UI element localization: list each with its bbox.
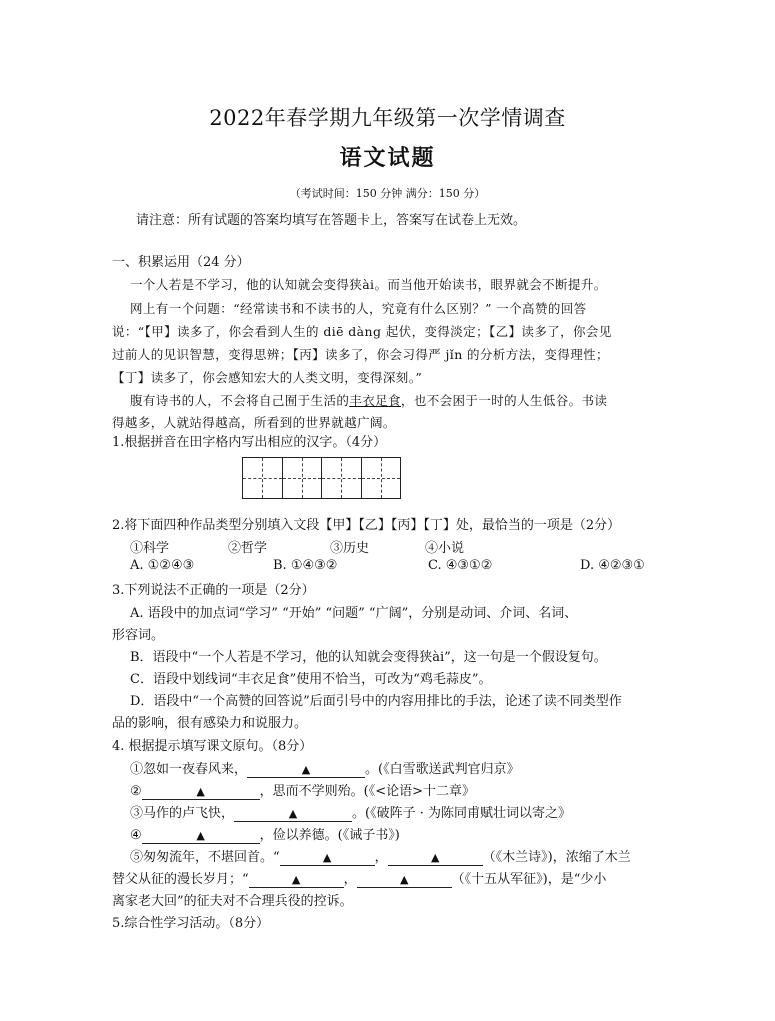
q4-line-5 [130, 846, 631, 866]
q4-line-1 [130, 758, 520, 778]
q4-stem: 4. 根据提示填写课文原句。（8分） [112, 739, 313, 754]
q3-option-a-cont: 形容词。 [112, 628, 165, 643]
prompt-text: ⑤匆匆流年，不堪回首。“ [130, 850, 280, 865]
passage-line: 一个人若是不学习，他的认知就会变得狭ài。而当他开始读书，眼界就会不断提升。 [130, 277, 607, 292]
subject-title: 语文试题 [339, 145, 436, 171]
triangle-marker: ▲ [196, 785, 205, 798]
prompt-text: ② [130, 784, 142, 799]
triangle-marker: ▲ [322, 851, 332, 864]
fill-blank[interactable] [388, 851, 483, 866]
passage-text: 腹有诗书的人，不会将自己囿于生活的 [130, 393, 350, 408]
underlined-word: 丰衣足食 [349, 393, 401, 408]
passage-line: 【丁】读多了，你会感知宏大的人类文明，变得深刻。” [112, 370, 423, 385]
q4-line-2 [130, 780, 475, 800]
passage-text: ，也不会困于一时的人生低谷。书读 [400, 393, 608, 408]
prompt-text: ①忽如一夜春风来， [130, 762, 248, 777]
source-text: （《木兰诗》)，浓缩了木兰 [482, 850, 631, 865]
q4-line-6 [112, 868, 606, 888]
fill-blank[interactable] [142, 785, 260, 800]
prompt-text: ③马作的卢飞快， [130, 806, 235, 821]
answer-option: B. ①④③② [273, 558, 338, 573]
triangle-marker: ▲ [288, 807, 298, 820]
q4-line-4 [130, 824, 400, 844]
q2-stem: 2.将下面四种作品类型分别填入文段【甲】【乙】【丙】【丁】处，最恰当的一项是（2分） [112, 518, 621, 533]
triangle-marker: ▲ [399, 873, 409, 886]
answer-option: C. ④③①② [428, 558, 493, 573]
fill-blank[interactable] [234, 807, 352, 822]
work-type: ②哲学 [228, 541, 268, 556]
triangle-marker: ▲ [196, 829, 205, 842]
fill-blank[interactable] [249, 873, 344, 888]
source-text: 。(《白雪歌送武判官归京》 [365, 762, 520, 777]
triangle-marker: ▲ [301, 763, 311, 776]
source-text: 。(《破阵子 · 为陈同甫赋壮词以寄之》 [352, 806, 571, 821]
fill-blank[interactable] [142, 829, 260, 844]
source-text: ，俭以养德。(《诫子书》) [259, 828, 400, 843]
exam-notice: 请注意：所有试题的答案均填写在答题卡上，答案写在试卷上无效。 [136, 213, 527, 228]
source-text: （《十五从军征》)，是“少小 [451, 872, 607, 887]
q3-option-a: A. 语段中的加点词“学习” “开始” “问题” “广阔”，分别是动词、介词、名词、 [130, 606, 578, 621]
q4-line-3 [130, 802, 571, 822]
passage-line: 得越多，人就站得越高，所看到的世界就越广阔。 [112, 415, 396, 430]
comma-text: ， [374, 850, 388, 865]
q3-option-b: B．语段中“一个人若是不学习，他的认知就会变得狭ài”，这一句是一个假设复句。 [130, 650, 607, 665]
passage-line [130, 391, 607, 409]
fill-blank[interactable] [280, 851, 375, 866]
passage-line: 网上有一个问题：“经常读书和不读书的人，究竟有什么区别？” 一个高赞的回答 [130, 301, 587, 316]
fill-blank[interactable] [357, 873, 452, 888]
exam-meta: （考试时间：150 分钟 满分：150 分） [289, 187, 486, 200]
prompt-text: 替父从征的漫长岁月；“ [112, 872, 249, 887]
comma-text: ， [343, 872, 357, 887]
triangle-marker: ▲ [430, 851, 440, 864]
fill-blank[interactable] [247, 763, 365, 778]
q3-option-c: C．语段中划线词“丰衣足食”使用不恰当，可改为“鸡毛蒜皮”。 [130, 672, 492, 687]
q3-option-d: D．语段中“一个高赞的回答说”后面引号中的内容用排比的手法，论述了读不同类型作 [130, 694, 622, 709]
q1-stem: 1.根据拼音在田字格内写出相应的汉字。（4分） [112, 435, 387, 450]
passage-line: 过前人的见识智慧，变得思辨；【丙】读多了，你会习得严 jǐn 的分析方法，变得理性； [112, 347, 609, 362]
triangle-marker: ▲ [291, 873, 301, 886]
grid-cell[interactable] [322, 458, 362, 498]
tianzi-grid[interactable] [242, 457, 401, 499]
work-type: ③历史 [330, 541, 370, 556]
grid-cell[interactable] [243, 458, 283, 498]
passage-line: 说：“【甲】读多了，你会看到人生的 diē dàng 起伏，变得淡定；【乙】读多了，你会见 [112, 324, 612, 339]
q5-stem: 5.综合性学习活动。（8分） [112, 916, 270, 931]
grid-cell[interactable] [362, 458, 401, 498]
answer-option: A. ①②④③ [130, 558, 195, 573]
q4-line-7: 离家老大回”的征夫对不合理兵役的控诉。 [112, 894, 353, 909]
work-type: ④小说 [425, 541, 465, 556]
answer-option: D. ④②③① [580, 558, 645, 573]
section-heading: 一、积累运用（24 分） [112, 255, 250, 270]
work-type: ①科学 [130, 541, 170, 556]
grid-cell[interactable] [283, 458, 323, 498]
source-text: ，思而不学则殆。(《<论语>十二章》 [259, 784, 476, 799]
q3-option-d-cont: 品的影响，很有感染力和说服力。 [112, 716, 308, 731]
prompt-text: ④ [130, 828, 142, 843]
q3-stem: 3.下列说法不正确的一项是（2分） [112, 583, 315, 598]
exam-title: 2022年春学期九年级第一次学情调查 [209, 106, 566, 130]
